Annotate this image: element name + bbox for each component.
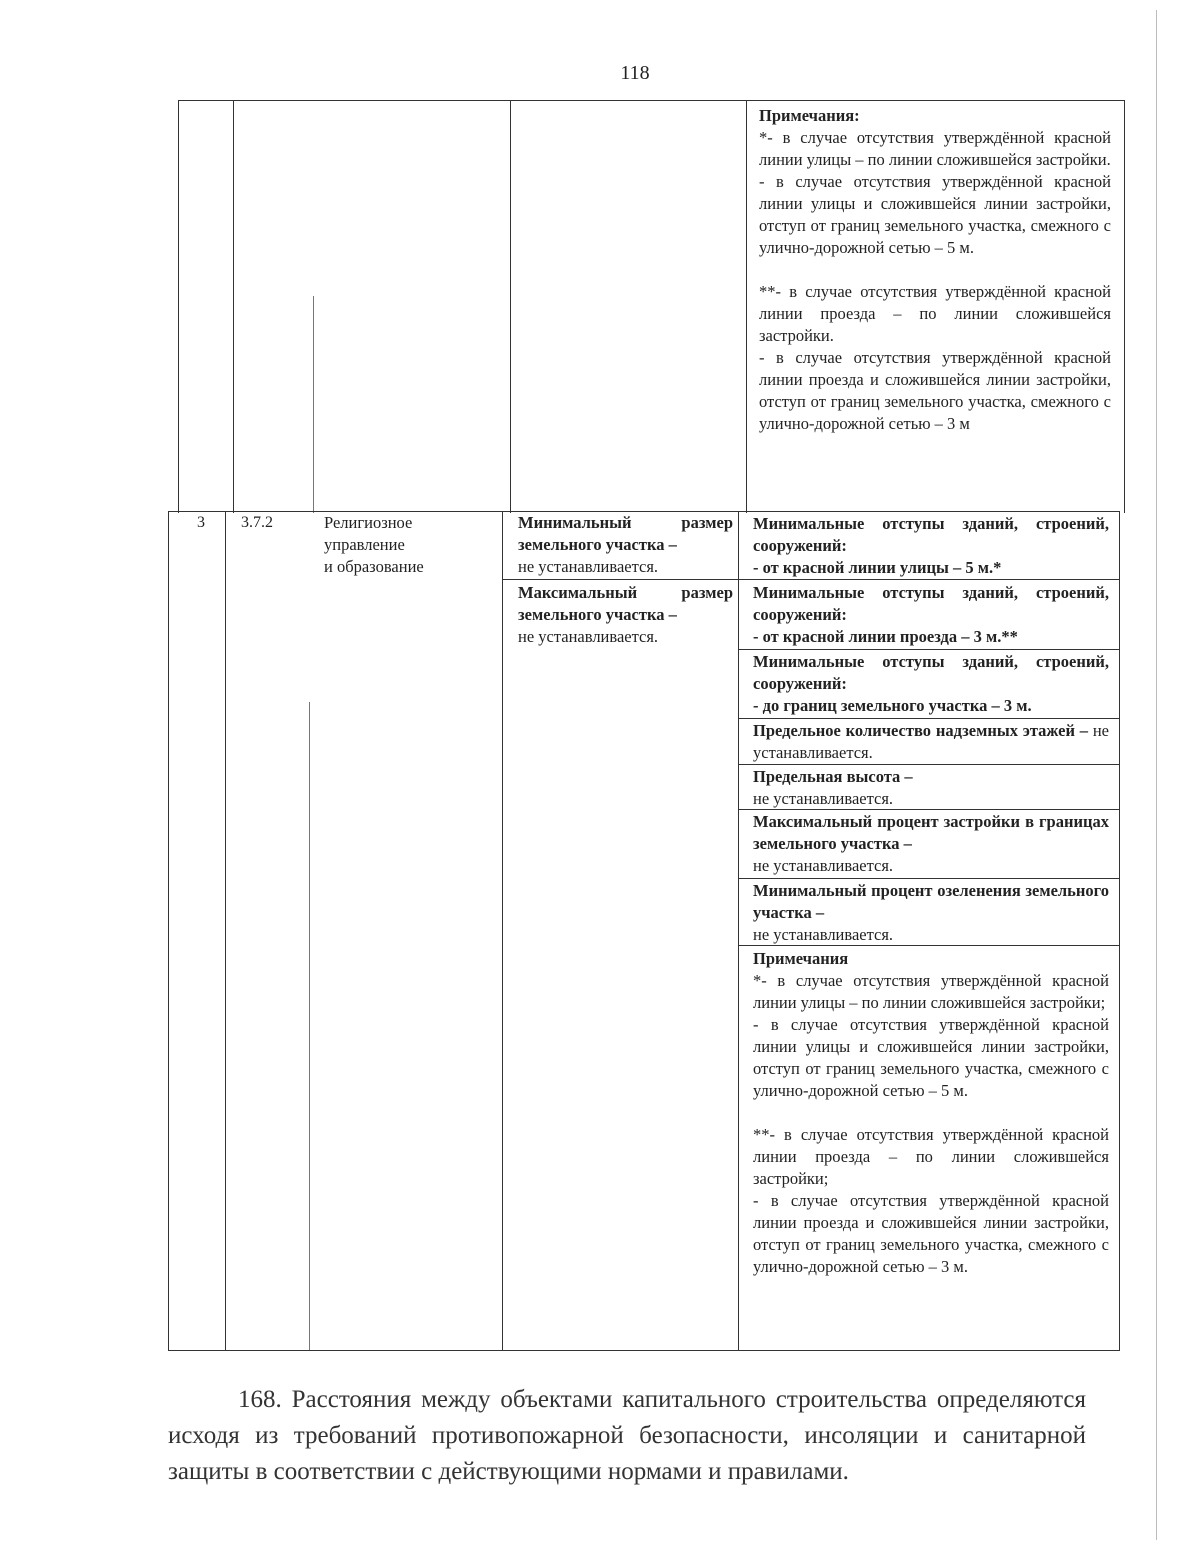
note-item: - в случае отсутствия утверждённой красной линии проезда и сложившейся линии застройки, отступ от границ земельного участка, смежного с улично-дорожной сетью – 3 м.	[753, 1191, 1109, 1276]
note-item: *- в случае отсутствия утверждённой красной линии улицы – по линии сложившейся застройки.	[759, 128, 1111, 169]
param-setback-plot: Минимальные отступы зданий, строений, сооружений: - до границ земельного участка – 3 м.	[753, 652, 1109, 715]
row-divider	[738, 764, 1119, 765]
table-row-3	[168, 511, 1120, 1351]
notes-title: Примечания	[753, 949, 849, 968]
notes-title: Примечания:	[759, 106, 860, 125]
param-floors: Предельное количество надземных этажей – не устанавливается.	[753, 721, 1109, 762]
max-plot-size-value: не устанавливается.	[518, 627, 659, 646]
column-divider	[233, 101, 234, 513]
column-divider	[738, 512, 739, 1350]
row-name: Религиозное управление и образование	[324, 513, 424, 576]
note-item: **- в случае отсутствия утверждённой красной линии проезда – по линии сложившейся застройки;	[753, 1125, 1109, 1188]
scan-edge-line	[1156, 10, 1157, 1540]
faint-divider	[309, 702, 310, 1350]
param-min-greenery: Минимальный процент озеленения земельного участка – не устанавливается.	[753, 881, 1109, 944]
param-max-coverage: Максимальный процент застройки в границах земельного участка – не устанавливается.	[753, 812, 1109, 875]
param-setback-street: Минимальные отступы зданий, строений, сооружений: - от красной линии улицы – 5 м.*	[753, 514, 1109, 577]
column-divider	[225, 512, 226, 1350]
column-divider	[746, 101, 747, 513]
max-plot-size-cell	[518, 582, 733, 648]
table-continuation	[178, 100, 1125, 513]
param-setback-passage: Минимальные отступы зданий, строений, сооружений: - от красной линии проезда – 3 м.**	[753, 583, 1109, 646]
row-divider	[738, 718, 1119, 719]
row-divider	[738, 878, 1119, 879]
page-number: 118	[620, 62, 650, 84]
param-height: Предельная высота – не устанавливается.	[753, 767, 913, 808]
column-divider	[502, 512, 503, 1350]
row-divider	[738, 579, 1119, 580]
min-plot-size-cell	[518, 512, 733, 578]
faint-divider	[313, 296, 314, 513]
notes-cell	[759, 105, 1111, 435]
min-plot-size-title: Минимальный размер земельного участка –	[518, 513, 733, 554]
max-plot-size-title: Максимальный размер земельного участка –	[518, 583, 733, 624]
note-item: *- в случае отсутствия утверждённой красной линии улицы – по линии сложившейся застройки;	[753, 971, 1109, 1012]
row-number: 3	[197, 514, 205, 531]
note-item: **- в случае отсутствия утверждённой красной линии проезда – по линии сложившейся застройки.	[759, 282, 1111, 345]
note-item: - в случае отсутствия утверждённой красной линии проезда и сложившейся линии застройки, отступ от границ земельного участка, смежного с улично-дорожной сетью – 3 м	[759, 348, 1111, 433]
paragraph-168: 168. Расстояния между объектами капитального строительства определяются исходя из требований противопожарной безопасности, инсоляции и санитарной защиты в соответствии с действующими нормами и правилами.	[168, 1386, 1086, 1485]
min-plot-size-value: не устанавливается.	[518, 557, 659, 576]
note-item: - в случае отсутствия утверждённой красной линии улицы и сложившейся линии застройки, отступ от границ земельного участка, смежного с улично-дорожной сетью – 5 м.	[759, 172, 1111, 257]
row-divider	[738, 649, 1119, 650]
note-item: - в случае отсутствия утверждённой красной линии улицы и сложившейся линии застройки, отступ от границ земельного участка, смежного с улично-дорожной сетью – 5 м.	[753, 1015, 1109, 1100]
notes-cell	[753, 948, 1109, 1278]
row-code: 3.7.2	[241, 514, 273, 531]
row-divider	[502, 579, 738, 580]
column-divider	[510, 101, 511, 513]
